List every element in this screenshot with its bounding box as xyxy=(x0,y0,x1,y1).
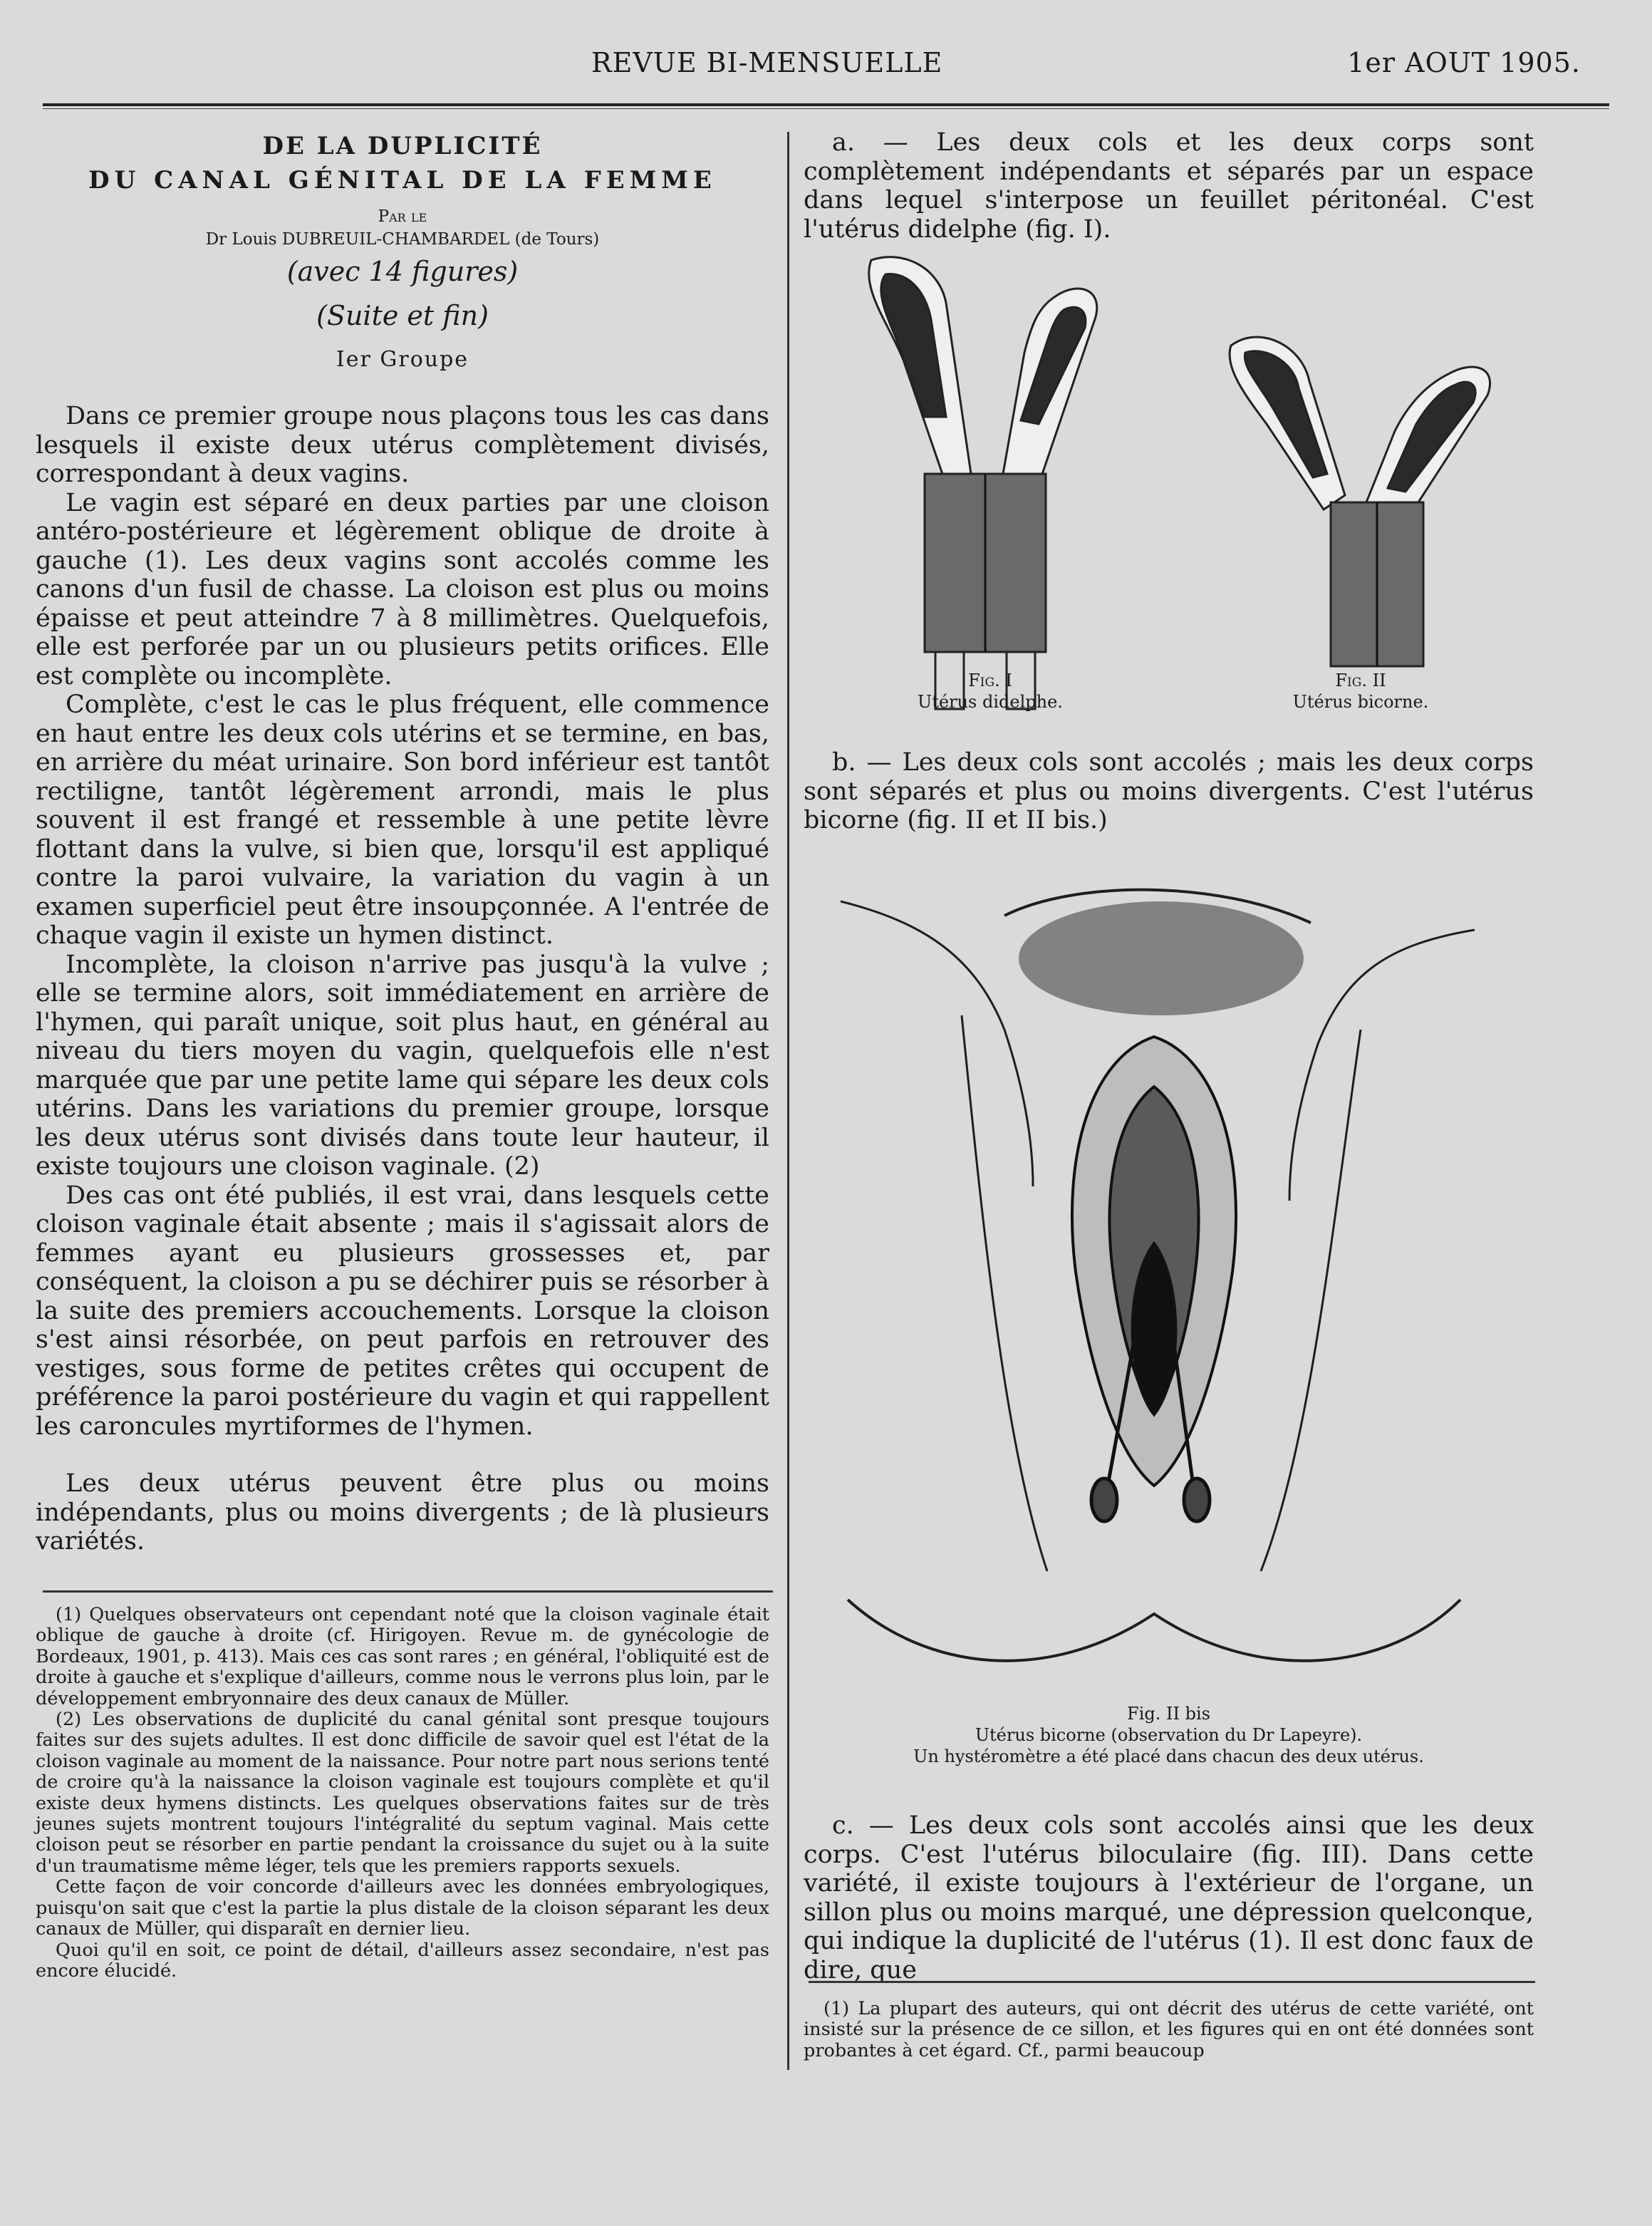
fig1-caption xyxy=(855,670,1126,713)
pubic-hair-shading xyxy=(1019,901,1304,1015)
fig2-caption xyxy=(1225,670,1496,713)
paragraph: Incomplète, la cloison n'arrive pas jusqu'à la vulve ; elle se termine alors, soit immédiatement en arrière de l'hymen, qui paraît unique, soit plus haut, en général au niveau du tiers moyen du vagin, quelquefois elle n'est marquée que par une petite lame qui sépare les deux cols utérins. Dans les variations du premier groupe, lorsque les deux utérus sont divisés dans toute leur hauteur, il existe toujours une cloison vaginale. (2) xyxy=(36,950,769,1181)
para-c xyxy=(804,1811,1534,1984)
fig2-text: Utérus bicorne. xyxy=(1292,692,1429,712)
para-a xyxy=(804,128,1534,244)
left-body xyxy=(36,402,769,1556)
footnote: (1) Quelques observateurs ont cependant noté que la cloison vaginale était oblique de gauche à droite (cf. Hirigoyen. Revue m. de gynécologie de Bordeaux, 1901, p. 413). Mais ces cas sont rares ; en général, l'obliquité est de droite à gauche et s'explique d'ailleurs, comme nous le verrons plus loin, par le développement embryonnaire des deux canaux de Müller. xyxy=(36,1604,769,1709)
fig1-label: Fig. I xyxy=(968,671,1012,690)
header-rule xyxy=(43,103,1609,109)
footnote-rule xyxy=(809,1981,1535,1983)
paragraph: c. — Les deux cols sont accolés ainsi que les deux corps. C'est l'utérus biloculaire (fig. III). Dans cette variété, il existe toujours à l'extérieur de l'organe, un sillon plus ou moins marqué, une dépression quelconque, qui indique la duplicité de l'utérus (1). Il est donc faux de dire, que xyxy=(804,1811,1534,1984)
right-footnotes xyxy=(804,1999,1534,2061)
footnote: Cette façon de voir concorde d'ailleurs avec les données embryologiques, puisqu'on sait que c'est la partie la plus distale de la cloison séparant les deux canaux de Müller, qui disparaît en dernier lieu. xyxy=(36,1876,769,1940)
paragraph: Le vagin est séparé en deux parties par une cloison antéro-postérieure et légèrement oblique de droite à gauche (1). Les deux vagins sont accolés comme les canons d'un fusil de chasse. La cloison est plus ou moins épaisse et peut atteindre 7 à 8 millimètres. Quelquefois, elle est perforée par un ou plusieurs petits orifices. Elle est complète ou incomplète. xyxy=(36,488,769,690)
fig2bis-caption xyxy=(804,1703,1534,1767)
footnote: (2) Les observations de duplicité du canal génital sont presque toujours faites sur des sujets adultes. Il est donc difficile de savoir quel est l'état de la cloison vaginale au moment de la naissance. Pour notre part nous serions tenté de croire qu'à la naissance la cloison vaginale est toujours complète et qu'il existe deux hymens distincts. Les quelques observations faites sur de très jeunes sujets montrent toujours l'intégralité du septum vaginal. Mais cette cloison peut se résorber en partie pendant la croissance du sujet ou à la suite d'un traumatisme même léger, tels que les premiers rapports sexuels. xyxy=(36,1709,769,1877)
paragraph: b. — Les deux cols sont accolés ; mais les deux corps sont séparés et plus ou moins divergents. C'est l'utérus bicorne (fig. II et II bis.) xyxy=(804,748,1534,834)
paragraph: Complète, c'est le cas le plus fréquent, elle commence en haut entre les deux cols utérins et se termine, en bas, en arrière du méat urinaire. Son bord inférieur est tantôt rectiligne, tantôt légèrement arrondi, mais le plus souvent il est frangé et ressemble à une petite lèvre flottant dans la vulve, si bien que, lorsqu'il est appliqué contre la paroi vulvaire, la variation du vagin à un examen superficiel peut être insoupçonnée. A l'entrée de chaque vagin il existe un hymen distinct. xyxy=(36,690,769,950)
fig1-text: Utérus didelphe. xyxy=(918,692,1063,712)
uterus-bicorne-illustration xyxy=(1230,337,1490,666)
footnote: Quoi qu'il en soit, ce point de détail, d'ailleurs assez secondaire, n'est pas encore élucidé. xyxy=(36,1939,769,1982)
fig2bis-caption-line1: Utérus bicorne (observation du Dr Lapeyre). xyxy=(975,1725,1363,1745)
article-title-line2: DU CANAL GÉNITAL DE LA FEMME xyxy=(88,166,717,195)
figure-ii-bis-engraving xyxy=(819,873,1496,1692)
paragraph: Dans ce premier groupe nous plaçons tous les cas dans lesquels il existe deux utérus complètement divisés, correspondant à deux vagins. xyxy=(36,402,769,488)
paragraph: Les deux utérus peuvent être plus ou moins indépendants, plus ou moins divergents ; de là plusieurs variétés. xyxy=(36,1469,769,1555)
fig2bis-label: Fig. II bis xyxy=(1127,1704,1210,1724)
uterus-didelphe-illustration xyxy=(869,257,1097,709)
issue-date: 1er AOUT 1905. xyxy=(1347,47,1581,78)
fig2-label: Fig. II xyxy=(1335,671,1386,690)
paragraph: Des cas ont été publiés, il est vrai, dans lesquels cette cloison vaginale était absente ; mais il s'agissait alors de femmes ayant eu plusieurs grossesses et, par conséquent, la cloison a pu se déchirer puis se résorber à la suite des premiers accouchements. Lorsque la cloison s'est ainsi résorbée, on peut parfois en retrouver des vestiges, sous forme de petites crêtes qui occupent de préférence la paroi postérieure du vagin et qui rappellent les caroncules myrtiformes de l'hymen. xyxy=(36,1181,769,1441)
figures-i-ii xyxy=(804,239,1534,723)
section-heading: Ier Groupe xyxy=(336,347,469,372)
fig2bis-caption-line2: Un hystéromètre a été placé dans chacun des deux utérus. xyxy=(913,1746,1424,1766)
suite-note: (Suite et fin) xyxy=(316,300,489,331)
vulva-illustration xyxy=(1072,1037,1236,1486)
byline-par: Par le xyxy=(378,207,427,226)
left-footnotes xyxy=(36,1605,769,1982)
left-column xyxy=(36,132,769,1556)
para-b xyxy=(804,748,1534,835)
journal-title: REVUE BI-MENSUELLE xyxy=(591,47,943,78)
footnote: (1) La plupart des auteurs, qui ont décrit des utérus de cette variété, ont insisté sur la présence de ce sillon, et les figures qui en ont été données sont probantes à cet égard. Cf., parmi beaucoup xyxy=(804,1998,1534,2061)
article-title-line1: DE LA DUPLICITÉ xyxy=(262,132,543,160)
byline-author: Dr Louis DUBREUIL-CHAMBARDEL (de Tours) xyxy=(205,230,600,249)
column-divider xyxy=(787,132,789,2070)
footnote-rule xyxy=(43,1590,773,1593)
paragraph: a. — Les deux cols et les deux corps sont complètement indépendants et séparés par un espace dans lequel s'interpose un feuillet péritonéal. C'est l'utérus didelphe (fig. I). xyxy=(804,128,1534,244)
running-head xyxy=(43,47,1609,86)
figures-note: (avec 14 figures) xyxy=(286,256,519,287)
